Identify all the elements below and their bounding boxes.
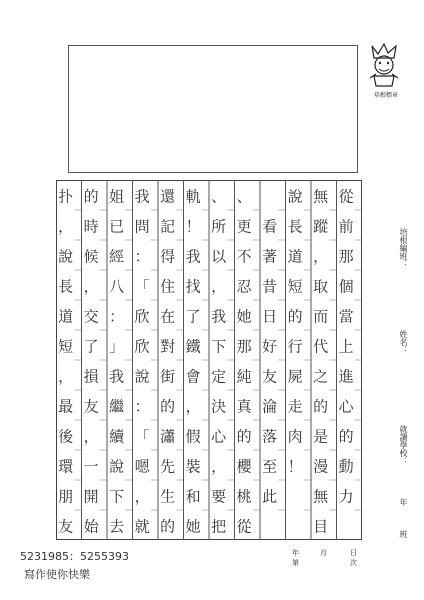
essay-character: 」 bbox=[109, 337, 125, 356]
essay-character: 姐 bbox=[109, 187, 125, 206]
essay-character: 、 bbox=[236, 187, 252, 206]
essay-character: 瀟 bbox=[160, 427, 176, 446]
essay-character: 時 bbox=[83, 217, 99, 236]
essay-character: 蹤 bbox=[313, 217, 329, 236]
essay-character: 假 bbox=[185, 427, 201, 446]
essay-character: 以 bbox=[211, 247, 227, 266]
footer-stamp-numbers: 5231985：5255393 bbox=[20, 550, 129, 563]
student-info-column bbox=[366, 180, 408, 580]
teacher-comment-box bbox=[68, 45, 358, 173]
essay-character: 下 bbox=[211, 337, 227, 356]
essay-character: 我 bbox=[185, 247, 201, 266]
mascot-caption: 培根標章 bbox=[373, 92, 398, 99]
essay-character: 記 bbox=[160, 217, 176, 236]
essay-character: 把 bbox=[211, 517, 227, 536]
essay-character: 要 bbox=[211, 487, 227, 506]
essay-character: 說 bbox=[58, 247, 74, 266]
essay-character: 從 bbox=[338, 187, 354, 206]
essay-character: 說 bbox=[109, 457, 125, 476]
essay-character: 決 bbox=[211, 397, 227, 416]
essay-character: 上 bbox=[338, 337, 354, 356]
essay-character: 著 bbox=[262, 247, 278, 266]
essay-character: 真 bbox=[236, 397, 252, 416]
essay-character: 屍 bbox=[287, 367, 303, 386]
footer-stamp-slogan: 寫作使你快樂 bbox=[24, 568, 90, 581]
essay-character: 下 bbox=[109, 487, 125, 506]
essay-character: ， bbox=[83, 427, 99, 446]
essay-character: 先 bbox=[160, 457, 176, 476]
essay-character: 會 bbox=[185, 367, 201, 386]
essay-character: 軌 bbox=[185, 187, 201, 206]
essay-character: ， bbox=[83, 277, 99, 296]
essay-character: ， bbox=[185, 397, 201, 416]
essay-character: 短 bbox=[287, 277, 303, 296]
essay-character: 代 bbox=[313, 337, 329, 356]
essay-character: 道 bbox=[287, 247, 303, 266]
essay-character: ！ bbox=[287, 457, 303, 476]
essay-character: 心 bbox=[338, 397, 354, 416]
essay-character: 、 bbox=[211, 187, 227, 206]
essay-character: ， bbox=[211, 277, 227, 296]
name-label: 姓名： bbox=[399, 330, 408, 354]
essay-character: 鐵 bbox=[185, 337, 201, 356]
essay-character: 好 bbox=[262, 337, 278, 356]
date-row bbox=[290, 548, 410, 568]
essay-character: 長 bbox=[287, 217, 303, 236]
essay-character: 「 bbox=[134, 277, 150, 296]
essay-character: 桃 bbox=[236, 487, 252, 506]
essay-character: ： bbox=[134, 397, 150, 416]
essay-character: 前 bbox=[338, 217, 354, 236]
essay-character: 續 bbox=[109, 427, 125, 446]
class-unit-label: 班 bbox=[399, 530, 408, 538]
essay-character: 當 bbox=[338, 307, 354, 326]
essay-character: 生 bbox=[160, 487, 176, 506]
essay-character: ， bbox=[58, 217, 74, 236]
essay-character: 肉 bbox=[287, 427, 303, 446]
essay-character: 已 bbox=[109, 217, 125, 236]
essay-character: 那 bbox=[236, 337, 252, 356]
essay-character: 我 bbox=[134, 187, 150, 206]
essay-character: 去 bbox=[109, 517, 125, 536]
essay-character: 至 bbox=[262, 457, 278, 476]
essay-character: 住 bbox=[160, 277, 176, 296]
essay-character: 櫻 bbox=[236, 457, 252, 476]
essay-character: 的 bbox=[287, 307, 303, 326]
essay-character: 心 bbox=[211, 427, 227, 446]
essay-character: 「 bbox=[134, 427, 150, 446]
writing-grid bbox=[56, 180, 362, 540]
month-label: 月 bbox=[320, 549, 327, 557]
essay-character: 淪 bbox=[262, 397, 278, 416]
essay-character: 街 bbox=[160, 367, 176, 386]
essay-character: 純 bbox=[236, 367, 252, 386]
essay-character: 交 bbox=[83, 307, 99, 326]
essay-character: 欣 bbox=[134, 337, 150, 356]
essay-character: ， bbox=[313, 247, 329, 266]
essay-character: 經 bbox=[109, 247, 125, 266]
essay-character: 朋 bbox=[58, 487, 74, 506]
essay-character: 嗯 bbox=[134, 457, 150, 476]
essay-character: 走 bbox=[287, 397, 303, 416]
essay-character: 的 bbox=[160, 397, 176, 416]
essay-character: 是 bbox=[313, 427, 329, 446]
essay-character: 的 bbox=[313, 397, 329, 416]
essay-character: 欣 bbox=[134, 307, 150, 326]
essay-character: 得 bbox=[160, 247, 176, 266]
essay-character: 落 bbox=[262, 427, 278, 446]
essay-character: 我 bbox=[211, 307, 227, 326]
essay-character: 無 bbox=[313, 187, 329, 206]
essay-character: 我 bbox=[109, 367, 125, 386]
essay-character: 力 bbox=[338, 487, 354, 506]
essay-character: 行 bbox=[287, 337, 303, 356]
essay-character: ， bbox=[58, 367, 74, 386]
essay-character: 開 bbox=[83, 487, 99, 506]
essay-character: 此 bbox=[262, 487, 278, 506]
essay-character: 忍 bbox=[236, 277, 252, 296]
writing-grid-svg bbox=[56, 180, 362, 540]
page-label: 第 bbox=[292, 559, 299, 567]
essay-character: 一 bbox=[83, 457, 99, 476]
essay-character: 還 bbox=[160, 187, 176, 206]
essay-character: 短 bbox=[58, 337, 74, 356]
essay-character: 道 bbox=[58, 307, 74, 326]
essay-character: 取 bbox=[313, 277, 329, 296]
essay-character: 後 bbox=[58, 427, 74, 446]
essay-character: 她 bbox=[185, 517, 201, 536]
year-label: 年 bbox=[292, 549, 299, 557]
essay-character: 之 bbox=[313, 367, 329, 386]
essay-character: 說 bbox=[287, 187, 303, 206]
essay-character: 始 bbox=[83, 517, 99, 536]
essay-character: 裝 bbox=[185, 457, 201, 476]
essay-character: 友 bbox=[262, 367, 278, 386]
essay-character: ， bbox=[134, 487, 150, 506]
essay-character: 環 bbox=[58, 457, 74, 476]
essay-character: 繼 bbox=[109, 397, 125, 416]
school-label: 就讀學校： bbox=[399, 425, 408, 465]
essay-character: 日 bbox=[262, 307, 278, 326]
essay-character: 的 bbox=[338, 427, 354, 446]
essay-character: 最 bbox=[58, 397, 74, 416]
essay-character: 漫 bbox=[313, 457, 329, 476]
essay-character: 的 bbox=[236, 427, 252, 446]
essay-character: 定 bbox=[211, 367, 227, 386]
essay-character: 長 bbox=[58, 277, 74, 296]
essay-character: 友 bbox=[83, 397, 99, 416]
essay-character: 無 bbox=[313, 487, 329, 506]
essay-character: ， bbox=[211, 457, 227, 476]
grade-label: 年 bbox=[399, 498, 408, 506]
essay-character: 損 bbox=[83, 367, 99, 386]
essay-character: 和 bbox=[185, 487, 201, 506]
essay-character: 昔 bbox=[262, 277, 278, 296]
essay-character: ： bbox=[134, 247, 150, 266]
page-unit: 次 bbox=[350, 559, 357, 567]
essay-character: 所 bbox=[211, 217, 227, 236]
essay-character: 找 bbox=[185, 277, 201, 296]
essay-character: 看 bbox=[262, 217, 278, 236]
day-label: 日 bbox=[350, 549, 357, 557]
essay-character: 候 bbox=[83, 247, 99, 266]
essay-character: 友 bbox=[58, 517, 74, 536]
essay-character: 更 bbox=[236, 217, 252, 236]
essay-character: 就 bbox=[134, 517, 150, 536]
essay-character: 扑 bbox=[58, 187, 74, 206]
essay-character: 從 bbox=[236, 517, 252, 536]
essay-character: 那 bbox=[338, 247, 354, 266]
essay-character: 了 bbox=[185, 307, 201, 326]
essay-character: 個 bbox=[338, 277, 354, 296]
essay-character: 八 bbox=[109, 277, 125, 296]
essay-character: 對 bbox=[160, 337, 176, 356]
essay-character: ： bbox=[109, 307, 125, 326]
essay-character: 進 bbox=[338, 367, 354, 386]
essay-character: 說 bbox=[134, 367, 150, 386]
essay-character: 的 bbox=[83, 187, 99, 206]
essay-character: ！ bbox=[185, 217, 201, 236]
essay-character: 而 bbox=[313, 307, 329, 326]
essay-character: 動 bbox=[338, 457, 354, 476]
doodle-character-icon bbox=[364, 40, 404, 88]
essay-character: 了 bbox=[83, 337, 99, 356]
essay-character: 的 bbox=[160, 517, 176, 536]
essay-character: 她 bbox=[236, 307, 252, 326]
essay-character: 不 bbox=[236, 247, 252, 266]
essay-character: 目 bbox=[313, 517, 329, 536]
essay-character: 問 bbox=[134, 217, 150, 236]
essay-character: 在 bbox=[160, 307, 176, 326]
class-label: 培根編班： bbox=[399, 228, 408, 268]
